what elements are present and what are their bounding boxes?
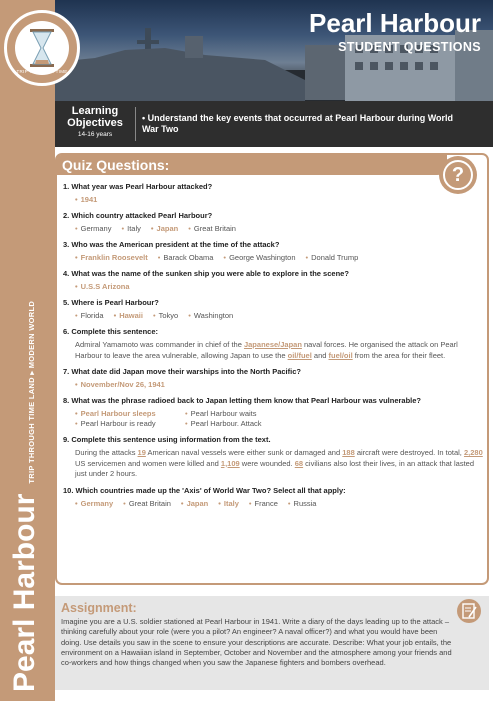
answer-blank: fuel/oil (328, 350, 353, 360)
answer-blank: 1,109 (220, 458, 240, 468)
question-10: 10. Which countries made up the 'Axis' of World War Two? Select all that apply: (63, 485, 346, 495)
assignment-heading: Assignment: (61, 601, 137, 615)
answer-option: • Pearl Harbour waits (185, 409, 257, 418)
sentence-6: Admiral Yamamoto was commander in chief of the Japanese/Japan naval forces. He organised the attack on Pearl Harbour to leave the area vulnerable, allowing Japan to use the oil/fuel and fuel/oil from the area for their fleet. (75, 340, 458, 360)
answer-option: • Franklin Roosevelt (75, 253, 148, 262)
age-range: 14-16 years (77, 131, 113, 138)
answer-option: • Russia (287, 498, 317, 508)
page-title: Pearl Harbour (309, 8, 481, 38)
answer-option: • George Washington (223, 253, 296, 262)
answers-2 (75, 224, 483, 234)
learning-objective-item: • Understand the key events that occurred at Pearl Harbour during World War Two (142, 113, 454, 134)
answers-5 (75, 311, 483, 321)
answer-option: • Japan (180, 498, 209, 508)
answers-1 (75, 195, 483, 205)
answer-option: • Pearl Harbour. Attack (185, 419, 262, 428)
answer-option: • Hawaii (113, 311, 143, 320)
question-8: 8. What was the phrase radioed back to Japan letting them know that Pearl Harbour was vulnerable? (63, 396, 422, 405)
answer-option: • 1941 (75, 195, 98, 204)
answer-option: • November/Nov 26, 1941 (75, 380, 165, 389)
answer-option: • Great Britain (188, 224, 236, 233)
answer-option: • Germany (75, 224, 112, 233)
answer-option: • Florida (75, 311, 104, 320)
question-list (63, 182, 483, 509)
answer-blank: oil/fuel (287, 350, 312, 360)
answer-blank: Japanese/Japan (243, 340, 302, 349)
answers-7 (75, 380, 483, 390)
answer-option: • U.S.S Arizona (75, 282, 130, 291)
answer-blank: 68 (294, 458, 304, 468)
learning-objectives-label: Learning Objectives (67, 105, 123, 129)
answer-option: • Washington (188, 311, 234, 320)
answer-option: • Pearl Harbour is ready (75, 419, 156, 428)
quiz-header (57, 155, 447, 175)
sidebar-title-text: Pearl Harbour (8, 493, 41, 692)
learning-objectives-band (55, 101, 493, 147)
question-3: 3. Who was the American president at the time of the attack? (63, 240, 280, 249)
question-7: 7. What date did Japan move their warships into the North Pacific? (63, 367, 301, 376)
question-mark-icon: ? (439, 156, 477, 194)
answer-option: • Germany (75, 498, 114, 508)
question-4: 4. What was the name of the sunken ship you were able to explore in the scene? (63, 269, 349, 278)
answer-option: • Great Britain (123, 498, 171, 508)
answer-blank: 19 (137, 448, 146, 457)
header-banner (55, 0, 493, 101)
answer-option: • Japan (150, 224, 179, 233)
question-1: 1. What year was Pearl Harbour attacked? (63, 182, 213, 191)
answers-8 (75, 409, 483, 429)
answer-option: • Italy (121, 224, 141, 233)
sentence-9: During the attacks 19 American naval vessels were either sunk or damaged and 188 aircraft were destroyed. In total, 2,280 US servicemen and women were killed and 1,109 were wounded. 68 civilians also lost their lives, in an attack that lasted just under 2 hours. (75, 448, 483, 478)
question-6: 6. Complete this sentence: (63, 327, 159, 336)
answer-blank: 2,280 (463, 448, 483, 457)
page-subtitle: STUDENT QUESTIONS (338, 40, 481, 54)
quiz-heading: Quiz Questions: (62, 157, 170, 173)
answer-blank: 188 (342, 448, 355, 457)
assignment-panel (55, 596, 489, 690)
sidebar-subtitle: TRIP THROUGH TIME LAND ▸ MODERN WORLD (27, 300, 36, 484)
answer-option: • Donald Trump (305, 253, 359, 262)
quiz-panel (55, 153, 489, 585)
question-5: 5. Where is Pearl Harbour? (63, 298, 159, 307)
answer-option: • France (248, 498, 278, 508)
question-9: 9. Complete this sentence using information from the text. (63, 435, 271, 444)
question-2: 2. Which country attacked Pearl Harbour? (63, 211, 213, 220)
pen-paper-icon (457, 599, 481, 623)
assignment-text: Imagine you are a U.S. soldier stationed at Pearl Harbour in 1941. Write a diary of the days leading up to the attack – thinking carefully about your role (were you a pilot? An engineer? A naval officer?) and what you would have been doing. Use details you saw in the scene to ensure your descriptions are accurate. Describe: What your job entails, the environment on a Hawaiian island in September, October and November and the atmosphere among your friends and co-workers and how things changed when you saw the Japanese fighters and bombers overhead. (61, 617, 452, 668)
answers-3 (75, 253, 483, 263)
answers-4 (75, 282, 483, 292)
answers-10 (75, 499, 483, 509)
answer-option: • Tokyo (152, 311, 179, 320)
hourglass-icon (29, 29, 55, 67)
logo-text: TRIP THROUGH TIME (16, 69, 68, 74)
sidebar (0, 0, 55, 701)
answer-option: • Italy (218, 498, 239, 508)
trip-through-time-logo (4, 10, 80, 86)
sidebar-title (8, 301, 42, 692)
answer-option: • Barack Obama (157, 253, 214, 262)
answer-option: • Pearl Harbour sleeps (75, 409, 156, 418)
